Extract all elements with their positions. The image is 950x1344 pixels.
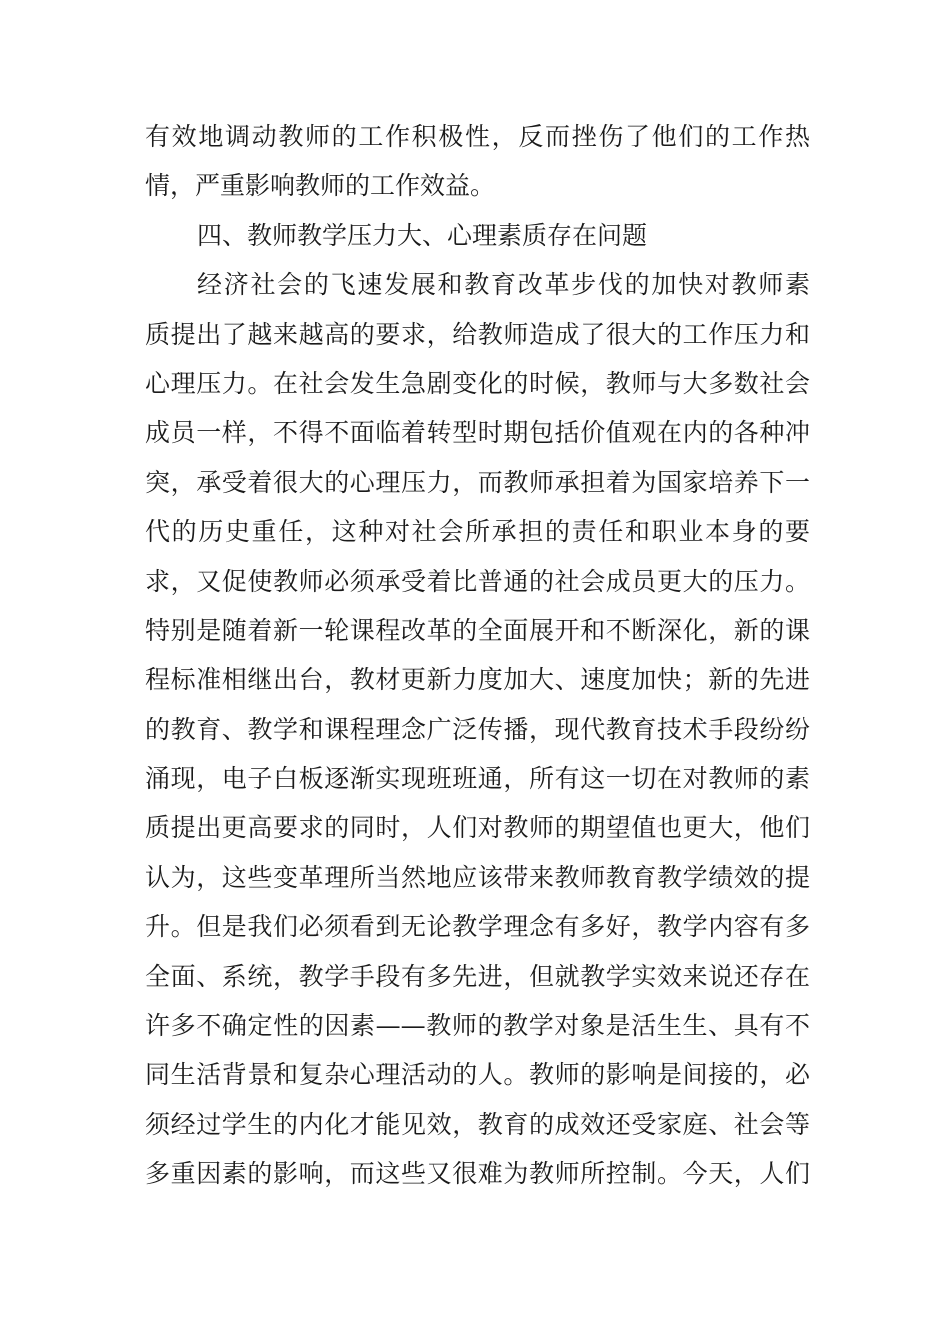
text-line: 须经过学生的内化才能见效，教育的成效还受家庭、社会等 [145, 1109, 810, 1139]
text-line: 涌现，电子白板逐渐实现班班通，所有这一切在对教师的素 [145, 764, 810, 794]
text-line: 全面、系统，教学手段有多先进，但就教学实效来说还存在 [145, 961, 810, 991]
text-line: 程标准相继出台，教材更新力度加大、速度加快；新的先进 [145, 665, 810, 695]
text-line: 质提出更高要求的同时，人们对教师的期望值也更大，他们 [145, 813, 810, 843]
text-line: 质提出了越来越高的要求，给教师造成了很大的工作压力和 [145, 319, 810, 349]
paragraph-first-line: 经济社会的飞速发展和教育改革步伐的加快对教师素 [197, 270, 810, 300]
text-line: 许多不确定性的因素——教师的教学对象是活生生、具有不 [145, 1011, 810, 1041]
text-line: 多重因素的影响，而这些又很难为教师所控制。今天，人们 [145, 1159, 810, 1189]
section-heading: 四、教师教学压力大、心理素质存在问题 [197, 220, 648, 250]
text-line: 成员一样，不得不面临着转型时期包括价值观在内的各种冲 [145, 418, 810, 448]
text-line: 同生活背景和复杂心理活动的人。教师的影响是间接的，必 [145, 1060, 810, 1090]
text-line: 突，承受着很大的心理压力，而教师承担着为国家培养下一 [145, 467, 810, 497]
text-line: 求，又促使教师必须承受着比普通的社会成员更大的压力。 [145, 566, 810, 596]
body-text [145, 112, 810, 1199]
text-line: 情，严重影响教师的工作效益。 [145, 171, 496, 201]
text-line: 心理压力。在社会发生急剧变化的时候，教师与大多数社会 [145, 368, 810, 398]
text-line: 认为，这些变革理所当然地应该带来教师教育教学绩效的提 [145, 862, 810, 892]
text-line: 特别是随着新一轮课程改革的全面展开和不断深化，新的课 [145, 615, 810, 645]
text-line: 有效地调动教师的工作积极性，反而挫伤了他们的工作热 [145, 122, 810, 151]
text-line: 升。但是我们必须看到无论教学理念有多好，教学内容有多 [145, 912, 810, 942]
text-line: 的教育、教学和课程理念广泛传播，现代教育技术手段纷纷 [145, 714, 810, 744]
text-line: 代的历史重任，这种对社会所承担的责任和职业本身的要 [145, 517, 810, 547]
